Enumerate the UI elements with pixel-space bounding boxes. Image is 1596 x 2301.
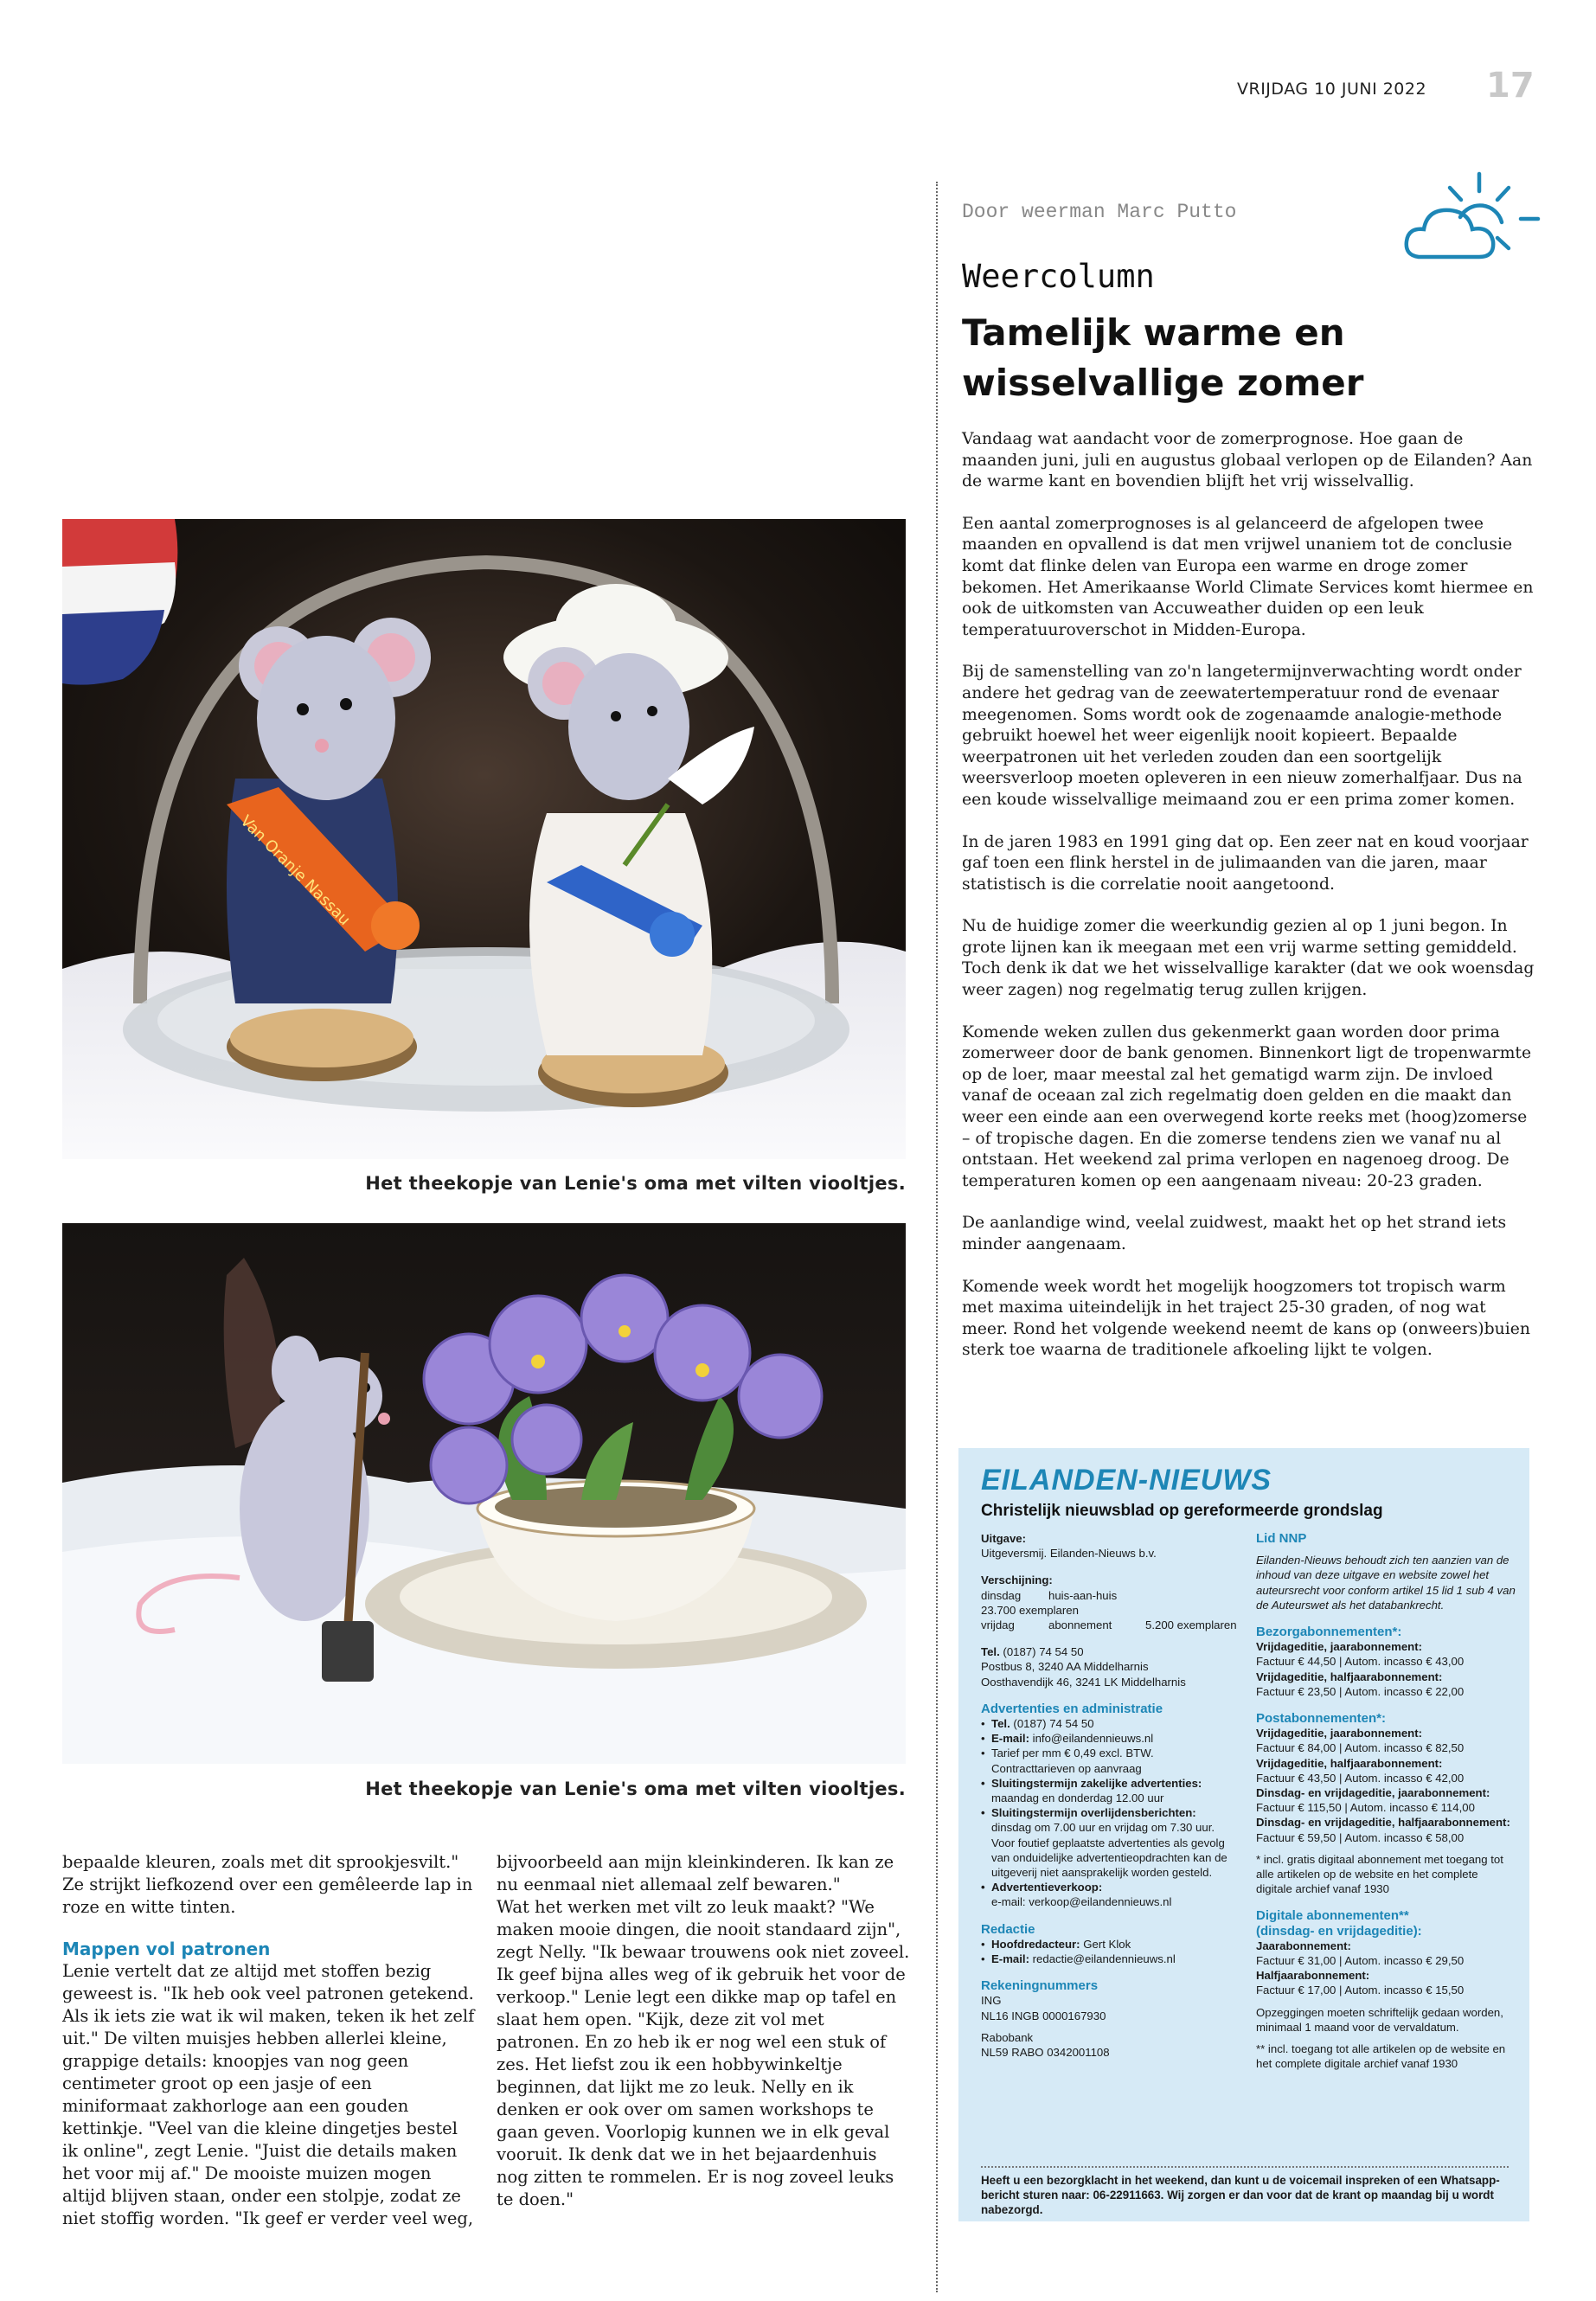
story-paragraph: Wat het werken met vilt zo leuk maakt? "We maken mooie dingen, die nooit standaard zijn", zegt Nelly. "Ik bewaar trouwens ook niet zoveel. Ik geef bijna alles weg of ik gebruik het voor de verkoop." Lenie legt een dikke map op tafel en slaat hem open. "Kijk, deze zit vol met patronen. En zo heb ik er nog wel een stuk of zes. Het liefst zou ik een hobbywinkeltje beginnen, dat lijkt me zo leuk. Nelly en ik denken er ook over om samen workshops te gaan geven. Voorlopig kunnen we in elk geval vooruit. Ik denk dat we in het bejaardenhuis nog zitten te rommelen. Er is nog zoveel leuks te doen.": [497, 1897, 910, 2209]
uitgave-label: Uitgave:: [981, 1532, 1027, 1545]
issue-date: VRIJDAG 10 JUNI 2022: [1237, 80, 1427, 99]
sluit-overlijden: dinsdag om 7.00 uur en vrijdag om 7.30 uur.: [991, 1821, 1215, 1835]
digitaal-subtitle: (dinsdag- en vrijdageditie):: [1256, 1923, 1422, 1939]
bank-name: Rabobank: [981, 2030, 1034, 2044]
nnp-title: Lid NNP: [1256, 1531, 1307, 1546]
price-line: Factuur € 115,50 | Autom. incasso € 114,00: [1256, 1801, 1475, 1815]
price-line: Factuur € 31,00 | Autom. incasso € 29,50: [1256, 1954, 1465, 1968]
weather-paragraph: De aanlandige wind, veelal zuidwest, maakt het op het strand iets minder aangenaam.: [962, 1214, 1507, 1253]
weather-paragraph: Komende weken zullen dus gekenmerkt gaan worden door prima zomerweer door de bank genomen. Binnenkort ligt de tropenwarmte op de loer, maar meestal zal het gematigd warm zijn. De invloed vanaf de oceaan zal zich regelmatig doen gelden en die maakt dan weer een einde aan een overwegend korte reeks met (hoog)zomerse – of tropische dagen. En die zomerse tendens zien we vanaf nu al ontstaan. Het weekend zal prima verlopen en nagenoeg droog. De temperaturen komen op een aangenaam niveau: 20-23 graden.: [962, 1022, 1532, 1190]
sluit-zakelijk: maandag en donderdag 12.00 uur: [991, 1791, 1164, 1805]
sluit-overlijden-label: • Sluitingstermijn overlijdensberichten:: [981, 1805, 1240, 1820]
price-line: Factuur € 84,00 | Autom. incasso € 82,50: [1256, 1741, 1465, 1755]
story-column-1: [62, 1851, 478, 2230]
weather-paragraph: Een aantal zomerprognoses is al gelanceerd de afgelopen twee maanden en opvallend is dat men vrijwel unaniem tot de conclusie komt dat flinke delen van Europa een warme en droge zomer bekomen. Het Amerikaanse World Climate Services komt hiermee en ook de uitkomsten van Accuweather duiden op een leuk temperatuuroverschot in Midden-Europa.: [962, 514, 1534, 639]
colophon-box: [958, 1448, 1529, 2221]
story-paragraph: bepaalde kleuren, zoals met dit sprookjesvilt." Ze strijkt liefkozend over een gemêleerde lap in roze en witte tinten.: [62, 1852, 473, 1917]
hoofdredacteur: Gert Klok: [1083, 1937, 1131, 1951]
price-line: Factuur € 17,00 | Autom. incasso € 15,50: [1256, 1984, 1465, 1997]
digitaal-title: Digitale abonnementen**: [1256, 1908, 1409, 1924]
story-paragraph: bijvoorbeeld aan mijn kleinkinderen. Ik kan ze nu eenmaal niet allemaal zelf bewaren.": [497, 1852, 894, 1894]
price-line: Factuur € 59,50 | Autom. incasso € 58,00: [1256, 1830, 1465, 1844]
post-note: * incl. gratis digitaal abonnement met toegang tot alle artikelen op de website en het complete digitale archief vanaf 1930: [1256, 1852, 1503, 1896]
verschijning-row: dinsdag huis-aan-huis23.700 exemplaren: [981, 1588, 1118, 1617]
weather-paragraph: Komende week wordt het mogelijk hoogzomers tot tropisch warm met maxima uiteindelijk in het traject 25-30 graden, of nog wat meer. Rond het volgende weekend neemt de kans op (onweers)buien sterk toe waarna de traditionele afkoeling lijkt te volgen.: [962, 1277, 1530, 1360]
advertenties-title: Advertenties en administratie: [981, 1701, 1163, 1716]
verschijning-row: vrijdag abonnement 5.200 exemplaren: [981, 1618, 1237, 1632]
nnp-text: Eilanden-Nieuws behoudt zich ten aanzien van de inhoud van deze uitgave en website zowel het auteursrecht voor conform artikel 15 lid 1 sub 4 van de Auteurswet als het databankrecht.: [1256, 1554, 1516, 1612]
address-line: Oosthavendijk 46, 3241 LK Middelharnis: [981, 1675, 1186, 1689]
sluit-zakelijk-label: • Sluitingstermijn zakelijke advertenties:: [981, 1776, 1240, 1791]
story-subhead: Mappen vol patronen: [62, 1939, 271, 1959]
bank-name: ING: [981, 1994, 1002, 2008]
price-line: Factuur € 23,50 | Autom. incasso € 22,00: [1256, 1684, 1465, 1698]
verkoop-label: • Advertentieverkoop:: [981, 1880, 1240, 1894]
digitaal-note: ** incl. toegang tot alle artikelen op de website en het complete digitale archief vanaf 1930: [1256, 2042, 1506, 2071]
bank-account: NL59 RABO 0342001108: [981, 2046, 1110, 2060]
address-line: Postbus 8, 3240 AA Middelharnis: [981, 1660, 1149, 1674]
adv-contract: Contracttarieven op aanvraag: [991, 1761, 1142, 1775]
bezorg-title: Bezorgabonnementen*:: [1256, 1625, 1402, 1640]
uitgave-value: Uitgeversmij. Eilanden-Nieuws b.v.: [981, 1547, 1157, 1561]
post-title: Postabonnementen*:: [1256, 1711, 1387, 1727]
weather-kicker: Weercolumn: [962, 258, 1155, 295]
weather-article: [962, 429, 1535, 1382]
column-divider: [936, 182, 938, 2292]
page-number: 17: [1486, 66, 1535, 106]
newspaper-tagline: Christelijk nieuwsblad op gereformeerde grondslag: [981, 1502, 1383, 1520]
verkoop-email-link[interactable]: e-mail: verkoop@eilandennieuws.nl: [991, 1895, 1172, 1909]
newspaper-logo: EILANDEN-NIEUWS: [981, 1464, 1272, 1497]
photo-teacup-violets: [62, 1223, 906, 1764]
adv-email-link[interactable]: info@eilandennieuws.nl: [1032, 1732, 1154, 1746]
photo-caption-1: Het theekopje van Lenie's oma met vilten viooltjes.: [365, 1173, 906, 1194]
adv-tel: (0187) 74 54 50: [1013, 1717, 1094, 1731]
verschijning-label: Verschijning:: [981, 1574, 1053, 1587]
tel-value: (0187) 74 54 50: [1003, 1645, 1084, 1659]
weather-paragraph: In de jaren 1983 en 1991 ging dat op. Een zeer nat en koud voorjaar gaf toen een flink herstel in de julimaanden van die jaren, maar statistisch is die correlatie nooit aangetoond.: [962, 832, 1529, 894]
weather-headline: Tamelijk warme en wisselvallige zomer: [962, 311, 1364, 404]
weather-paragraph: Nu de huidige zomer die weerkundig gezien al op 1 juni begon. In grote lijnen kan ik meegaan met een vrij warme setting gemiddeld. Toch denk ik dat we het wisselvallige karakter (dat we ook woensdag weer zagen) nog regelmatig terug zullen krijgen.: [962, 917, 1535, 1000]
price-line: Factuur € 44,50 | Autom. incasso € 43,00: [1256, 1655, 1465, 1669]
redactie-title: Redactie: [981, 1921, 1035, 1937]
photo-felt-mice-dome: [62, 519, 906, 1159]
adv-tarief: • Tarief per mm € 0,49 excl. BTW.: [981, 1746, 1240, 1760]
sun-cloud-icon: [1400, 169, 1547, 281]
sash-text: Van Oranje Nassau: [236, 811, 354, 930]
colophon-left: Uitgave: Uitgeversmij. Eilanden-Nieuws b.v. Verschijning: dinsdag huis-aan-huis23.700 exemplaren vrijdag abonnement 5.200 exemplaren Tel. (0187) 74 54 50 Postbus 8, 3240 AA Middelharnis Oosthavendijk 46, 3241 LK Middelharnis Advertenties en administratie • Tel. (0187) 74 54 50 • E-mail: info@eilandennieuws.nl • Tarief per mm € 0,49 excl. BTW. Contracttarieven op aanvraag • Sluitingstermijn zakelijke advertenties: maandag en donderdag 12.00 uur • Sluitingstermijn overlijdensberichten: dinsdag om 7.00 uur en vrijdag om 7.30 uur. Voor foutief geplaatste advertenties als gevolg van onduidelijke advertentieopdrachten kan de uitgeverij niet aansprakelijk worden gesteld. • Advertentieverkoop: e-mail: verkoop@eilandennieuws.nl Redactie • Hoofdredacteur: Gert Klok • E-mail: redactie@eilandennieuws.nl Rekeningnummers ING NL16 INGB 0000167930 Rabobank NL59 RABO 0342001108: [981, 1531, 1240, 2060]
story-column-2: [497, 1851, 912, 2211]
adv-note: Voor foutief geplaatste advertenties als gevolg van onduidelijke advertentieopdrachten kan de uitgeverij niet aansprakelijk worden gesteld.: [991, 1836, 1227, 1880]
opzeg-note: Opzeggingen moeten schriftelijk gedaan worden, minimaal 1 maand voor de vervaldatum.: [1256, 2005, 1503, 2034]
tel-label: Tel.: [981, 1645, 1000, 1659]
price-line: Factuur € 43,50 | Autom. incasso € 42,00: [1256, 1771, 1465, 1785]
weather-byline: Door weerman Marc Putto: [962, 201, 1237, 223]
redactie-email-link[interactable]: redactie@eilandennieuws.nl: [1032, 1952, 1176, 1966]
photo-caption-2: Het theekopje van Lenie's oma met vilten viooltjes.: [365, 1779, 906, 1799]
bezorgklacht-notice: Heeft u een bezorgklacht in het weekend, dan kunt u de voicemail inspreken of een Whatsapp-bericht sturen naar: 06-22911663. Wij zorgen er dan voor dat de krant op maandag bij u wordt nabezorgd.: [981, 2166, 1509, 2217]
story-paragraph: Lenie vertelt dat ze altijd met stoffen bezig geweest is. "Ik heb ook veel patronen getekend. Als ik iets zie wat ik wil maken, teken ik het zelf uit." De vilten muisjes hebben allerlei kleine, grappige details: knoopjes van nog geen centimeter groot op een jasje of een miniformaat zakhorloge aan een gouden kettinkje. "Veel van die kleine dingetjes bestel ik online", zegt Lenie. "Juist die details maken het voor mij af." De mooiste muizen mogen altijd blijven staan, onder een stolpje, zodat ze niet stoffig worden. "Ik geef er verder veel weg,: [62, 1961, 475, 2228]
bank-account: NL16 INGB 0000167930: [981, 2009, 1106, 2022]
rekening-title: Rekeningnummers: [981, 1978, 1099, 1994]
weather-paragraph: Vandaag wat aandacht voor de zomerprognose. Hoe gaan de maanden juni, juli en augustus globaal verlopen op de Eilanden? Aan de warme kant en bovendien blijft het vrij wisselvallig.: [962, 430, 1533, 491]
colophon-right: Lid NNP Eilanden-Nieuws behoudt zich ten aanzien van de inhoud van deze uitgave en website zowel het auteursrecht voor conform artikel 15 lid 1 sub 4 van de Auteurswet als het databankrecht. Bezorgabonnementen*: Vrijdageditie, jaarabonnement: Factuur € 44,50 | Autom. incasso € 43,00 Vrijdageditie, halfjaarabonnement: Factuur € 23,50 | Autom. incasso € 22,00 Postabonnementen*: Vrijdageditie, jaarabonnement: Factuur € 84,00 | Autom. incasso € 82,50 Vrijdageditie, halfjaarabonnement: Factuur € 43,50 | Autom. incasso € 42,00 Dinsdag- en vrijdageditie, jaarabonnement: Factuur € 115,50 | Autom. incasso € 114,00 Dinsdag- en vrijdageditie, halfjaarabonnement: Factuur € 59,50 | Autom. incasso € 58,00 * incl. gratis digitaal abonnement met toegang tot alle artikelen op de website en het complete digitale archief vanaf 1930 Digitale abonnementen** (dinsdag- en vrijdageditie): Jaarabonnement: Factuur € 31,00 | Autom. incasso € 29,50 Halfjaarabonnement: Factuur € 17,00 | Autom. incasso € 15,50 Opzeggingen moeten schriftelijk gedaan worden, minimaal 1 maand voor de vervaldatum. ** incl. toegang tot alle artikelen op de website en het complete digitale archief vanaf 1930: [1256, 1531, 1516, 2071]
weather-paragraph: Bij de samenstelling van zo'n langetermijnverwachting wordt onder andere het gedrag van de zeewatertemperatuur rond de evenaar meegenomen. Soms wordt ook de zogenaamde analogie-methode gebruikt hoewel het weer eigenlijk nooit kopieert. Bepaalde weerpatronen uit het verleden zouden dan een soortgelijk weersverloop moeten opleveren in een nieuw zomerhalfjaar. Dus na een koude wisselvallige meimaand zou er een prima zomer komen.: [962, 663, 1522, 809]
